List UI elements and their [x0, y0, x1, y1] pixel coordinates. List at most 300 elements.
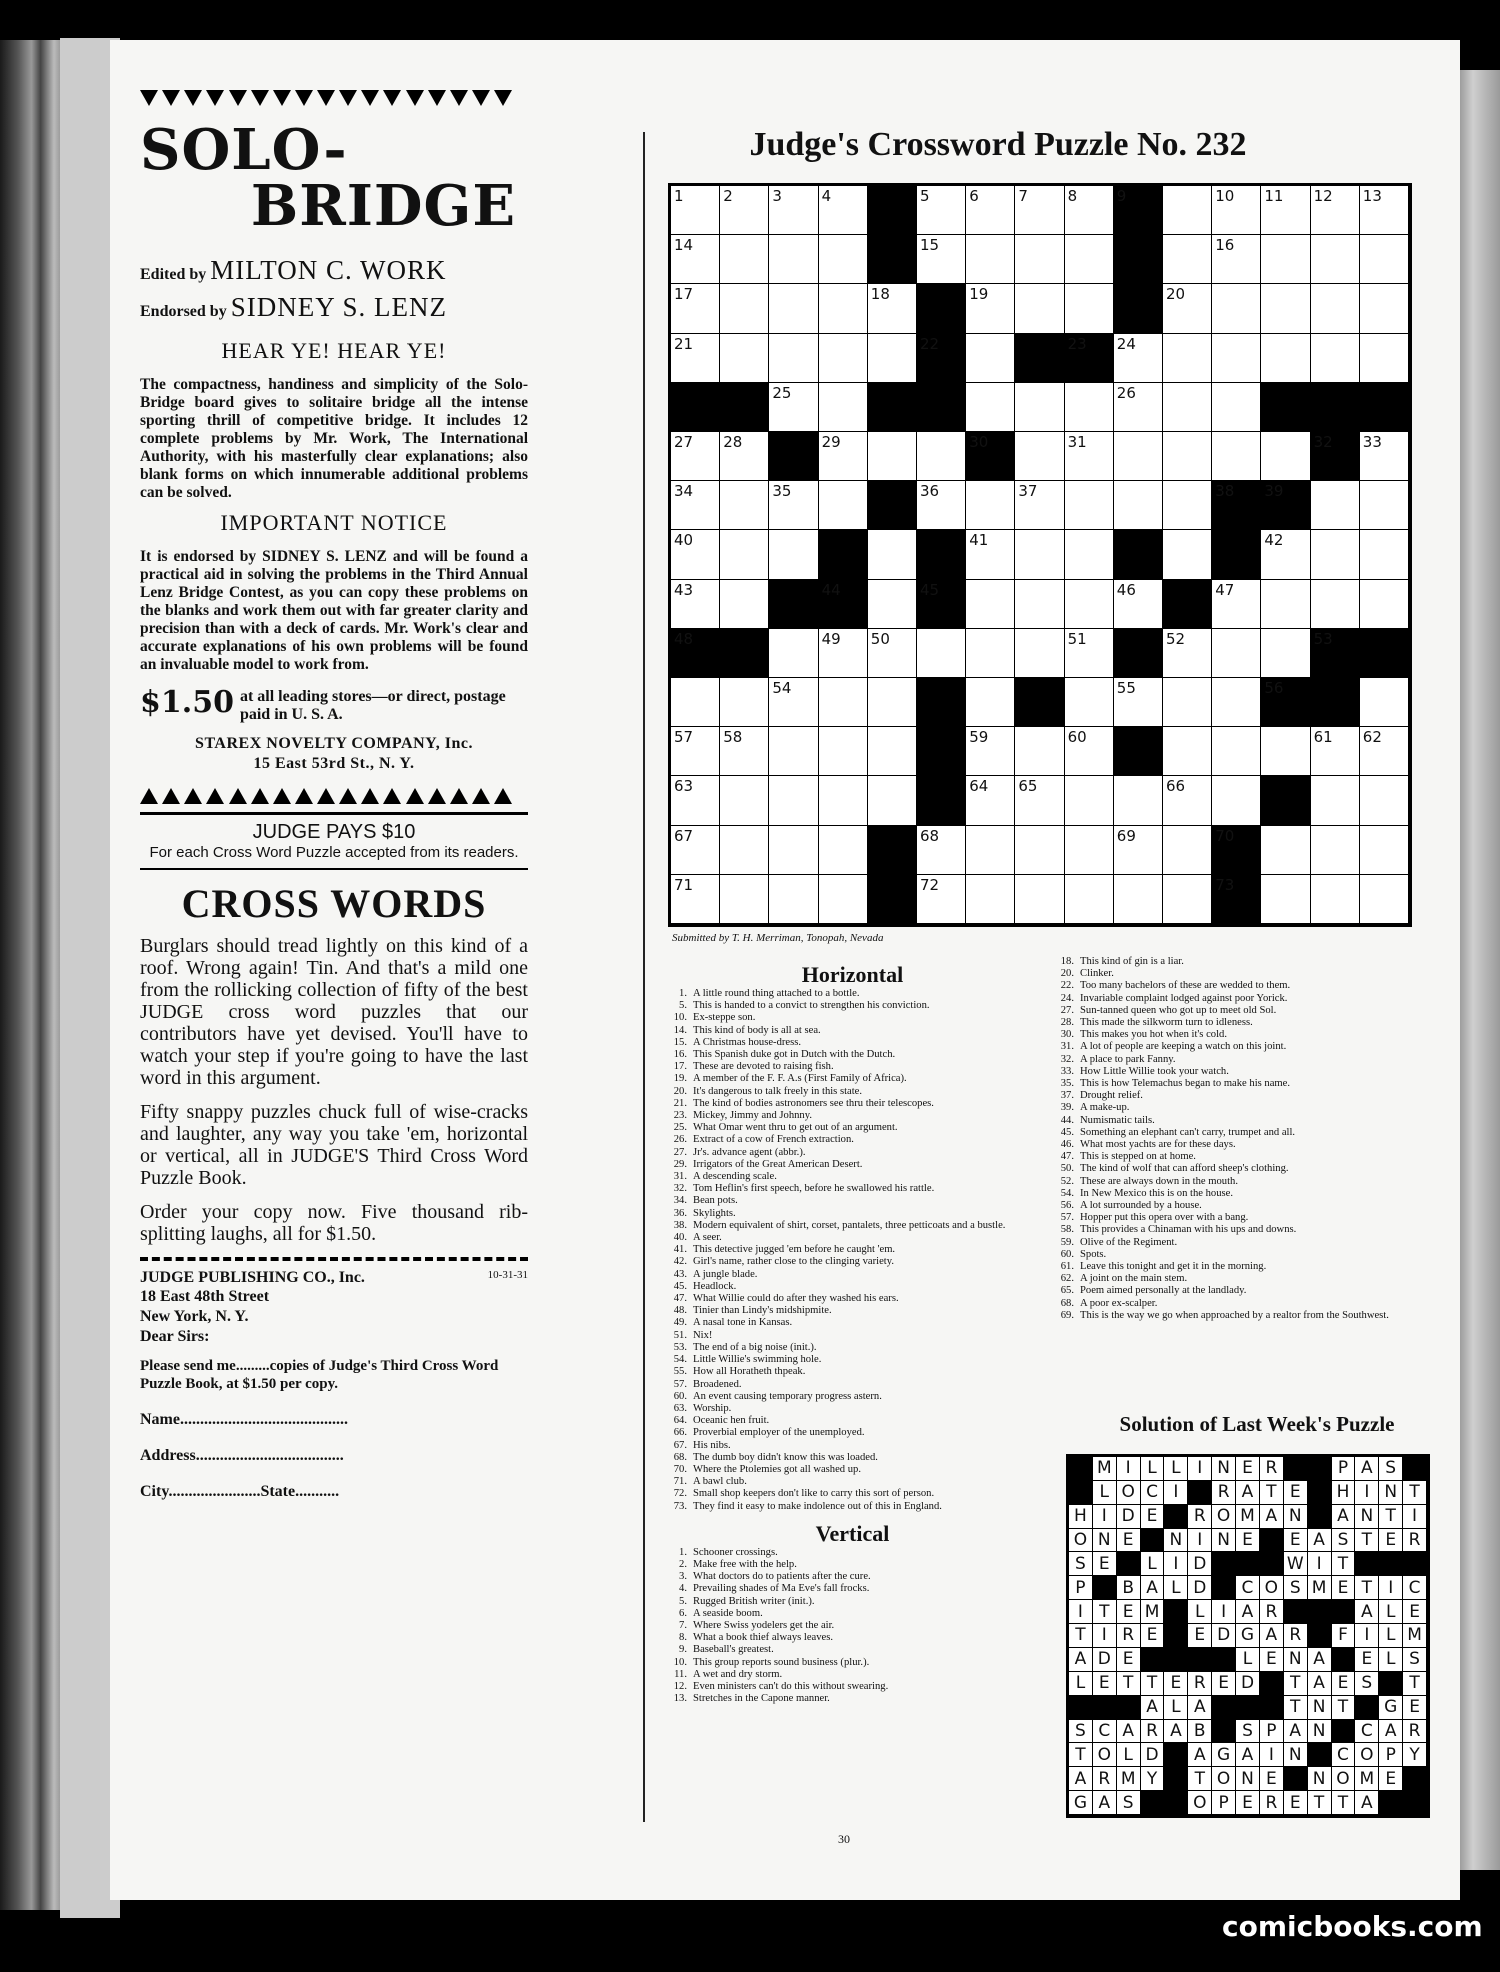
crossword-cell[interactable]: [1360, 530, 1409, 579]
crossword-cell[interactable]: [966, 826, 1015, 875]
crossword-cell[interactable]: [1261, 580, 1310, 629]
clue-item: [665, 1632, 1040, 1644]
solution-letter: A: [1236, 1743, 1260, 1767]
crossword-cell[interactable]: [1360, 727, 1409, 776]
crossword-cell[interactable]: [1015, 432, 1064, 481]
solution-letter: S: [1236, 1720, 1260, 1744]
crossword-cell[interactable]: [720, 530, 769, 579]
crossword-cell[interactable]: [1311, 776, 1360, 825]
crossword-cell[interactable]: [671, 530, 720, 579]
crossword-cell[interactable]: [966, 186, 1015, 235]
crossword-cell[interactable]: [1261, 186, 1310, 235]
clue-item: [1052, 980, 1442, 992]
crossword-cell[interactable]: [1015, 580, 1064, 629]
crossword-cell[interactable]: [671, 284, 720, 333]
clue-text: A jungle blade.: [693, 1268, 758, 1280]
clue-text: Even ministers can't do this without swearing.: [693, 1680, 889, 1692]
triangle-ornament: [273, 788, 291, 804]
crossword-cell[interactable]: [966, 284, 1015, 333]
crossword-cell[interactable]: [1114, 776, 1163, 825]
clue-number: 52.: [1060, 1175, 1074, 1187]
crossword-cell[interactable]: [1360, 580, 1409, 629]
crossword-cell[interactable]: [1015, 530, 1064, 579]
crossword-cell[interactable]: [720, 875, 769, 924]
solution-letter: S: [1069, 1720, 1093, 1744]
crossword-cell[interactable]: [1311, 481, 1360, 530]
solution-letter: Y: [1403, 1743, 1427, 1767]
solution-black-square: [1403, 1457, 1427, 1481]
crossword-cell[interactable]: [1311, 186, 1360, 235]
crossword-cell[interactable]: [769, 284, 818, 333]
crossword-cell[interactable]: [1065, 186, 1114, 235]
crossword-cell[interactable]: [1212, 727, 1261, 776]
crossword-cell[interactable]: [1015, 186, 1064, 235]
crossword-cell[interactable]: [1015, 776, 1064, 825]
crossword-cell[interactable]: [819, 678, 868, 727]
crossword-cell[interactable]: [671, 580, 720, 629]
crossword-cell[interactable]: [1065, 580, 1114, 629]
city-state-field[interactable]: City.......................State...........: [140, 1483, 340, 1500]
solution-letter: I: [1093, 1505, 1117, 1529]
solution-grid: [1066, 1454, 1430, 1818]
clue-number: 40.: [673, 1232, 687, 1244]
crossword-cell[interactable]: [1065, 629, 1114, 678]
crossword-cell[interactable]: [966, 235, 1015, 284]
crossword-cell[interactable]: [1311, 826, 1360, 875]
title-line-1: SOLO-: [140, 117, 348, 183]
editor-name: MILTON C. WORK: [210, 255, 447, 285]
solution-letter: T: [1355, 1529, 1379, 1553]
clue-number: 66: [1166, 777, 1186, 796]
crossword-cell[interactable]: [819, 186, 868, 235]
solution-letter: S: [1117, 1791, 1141, 1815]
crossword-cell[interactable]: [819, 727, 868, 776]
solution-letter: A: [1355, 1600, 1379, 1624]
crossword-cell[interactable]: [819, 776, 868, 825]
clue-number: 41.: [673, 1244, 687, 1256]
crossword-cell[interactable]: [1261, 284, 1310, 333]
black-square: [1114, 530, 1163, 579]
crossword-cell[interactable]: [1212, 383, 1261, 432]
solution-letter: L: [1117, 1743, 1141, 1767]
address-field[interactable]: Address.....................................: [140, 1447, 344, 1464]
crossword-cell[interactable]: [720, 186, 769, 235]
judge-pays-heading: JUDGE PAYS $10: [252, 821, 416, 843]
crossword-cell[interactable]: [1311, 875, 1360, 924]
crossword-cell[interactable]: [1360, 826, 1409, 875]
crossword-cell[interactable]: [1360, 678, 1409, 727]
crossword-cell[interactable]: [1360, 875, 1409, 924]
crossword-cell[interactable]: [966, 481, 1015, 530]
crossword-cell[interactable]: [819, 383, 868, 432]
crossword-cell[interactable]: [769, 481, 818, 530]
crossword-cell[interactable]: [819, 334, 868, 383]
clue-text: This is how Telemachus began to make his name.: [1080, 1078, 1291, 1090]
crossword-cell[interactable]: [1212, 235, 1261, 284]
clue-item: [1052, 1176, 1442, 1188]
crossword-cell[interactable]: [966, 629, 1015, 678]
crossword-cell[interactable]: [1212, 432, 1261, 481]
black-square: [1311, 678, 1360, 727]
crossword-cell[interactable]: [1163, 530, 1212, 579]
crossword-cell[interactable]: [769, 334, 818, 383]
judge-pays-subtext: For each Cross Word Puzzle accepted from its readers.: [149, 844, 519, 861]
solo-bridge-title: [140, 117, 528, 239]
crossword-cell[interactable]: [966, 875, 1015, 924]
solution-letter: E: [1284, 1529, 1308, 1553]
crossword-cell[interactable]: [1163, 776, 1212, 825]
solution-letter: R: [1141, 1720, 1165, 1744]
clue-number: 61: [1313, 728, 1333, 747]
solution-letter: A: [1308, 1529, 1332, 1553]
crossword-cell[interactable]: [769, 530, 818, 579]
clue-number: 65: [1018, 777, 1038, 796]
solution-letter: I: [1308, 1552, 1332, 1576]
crossword-cell[interactable]: [966, 383, 1015, 432]
crossword-cell[interactable]: [720, 727, 769, 776]
crossword-cell[interactable]: [1360, 481, 1409, 530]
clue-text: A poor ex-scalper.: [1080, 1297, 1158, 1309]
crossword-cell[interactable]: [1114, 432, 1163, 481]
solution-letter: L: [1379, 1648, 1403, 1672]
crossword-cell[interactable]: [966, 678, 1015, 727]
crossword-cell[interactable]: [1065, 432, 1114, 481]
crossword-cell[interactable]: [1360, 334, 1409, 383]
black-square: [868, 826, 917, 875]
clue-item: [665, 1330, 1040, 1342]
solution-letter: B: [1188, 1720, 1212, 1744]
crossword-cell[interactable]: [769, 678, 818, 727]
crossword-cell[interactable]: [1311, 284, 1360, 333]
crossword-cell[interactable]: [1114, 875, 1163, 924]
crossword-cell[interactable]: [1360, 235, 1409, 284]
crossword-cell[interactable]: [671, 481, 720, 530]
crossword-cell[interactable]: [1261, 826, 1310, 875]
solution-letter: I: [1188, 1457, 1212, 1481]
clue-number: 6: [969, 187, 979, 205]
crossword-cell[interactable]: [720, 776, 769, 825]
black-square: [917, 383, 966, 432]
crossword-cell[interactable]: [819, 826, 868, 875]
clue-item: [1052, 1212, 1442, 1224]
crossword-cell[interactable]: [1163, 826, 1212, 875]
crossword-cell[interactable]: [1114, 678, 1163, 727]
puzzle-submitter: Submitted by T. H. Merriman, Tonopah, Nevada: [672, 932, 884, 944]
right-page-edge: [1455, 70, 1500, 1870]
clue-item: [665, 1269, 1040, 1281]
clue-number: 16.: [673, 1049, 687, 1061]
crossword-cell[interactable]: [1015, 727, 1064, 776]
crossword-cell[interactable]: [1163, 186, 1212, 235]
clue-number: 73.: [673, 1500, 687, 1512]
clue-text: They find it easy to make indolence out of this in England.: [693, 1500, 942, 1512]
crossword-cell[interactable]: [1212, 678, 1261, 727]
crossword-cell[interactable]: [1065, 530, 1114, 579]
name-field[interactable]: Name..........................................: [140, 1411, 348, 1428]
crossword-cell[interactable]: [720, 580, 769, 629]
crossword-cell[interactable]: [868, 284, 917, 333]
solution-black-square: [1069, 1457, 1093, 1481]
solution-black-square: [1284, 1600, 1308, 1624]
crossword-cell[interactable]: [1261, 530, 1310, 579]
clue-number: 26: [1116, 383, 1136, 402]
solution-letter: S: [1284, 1576, 1308, 1600]
crossword-cell[interactable]: [671, 678, 720, 727]
triangle-ornament: [383, 90, 401, 106]
crossword-cell[interactable]: [1163, 334, 1212, 383]
crossword-cell[interactable]: [1360, 186, 1409, 235]
solution-letter: N: [1236, 1767, 1260, 1791]
clue-text: Modern equivalent of shirt, corset, pantalets, three petticoats and a bustle.: [693, 1219, 1006, 1231]
crossword-cell[interactable]: [1163, 235, 1212, 284]
crossword-cell[interactable]: [1065, 235, 1114, 284]
clue-text: This made the silkworm turn to idleness.: [1080, 1017, 1253, 1029]
crossword-cell[interactable]: [1311, 334, 1360, 383]
clue-text: Prevailing shades of Ma Eve's fall frocks.: [693, 1583, 870, 1595]
clue-number: 32.: [673, 1183, 687, 1195]
clue-item: [665, 1379, 1040, 1391]
crossword-cell[interactable]: [1114, 383, 1163, 432]
clue-number: 56: [1264, 679, 1284, 697]
crossword-cell[interactable]: [671, 875, 720, 924]
crossword-cell[interactable]: [1065, 284, 1114, 333]
solution-letter: A: [1308, 1672, 1332, 1696]
triangle-ornament: [472, 90, 490, 106]
crossword-cell[interactable]: [819, 284, 868, 333]
clue-item: [665, 1037, 1040, 1049]
crossword-cell[interactable]: [769, 776, 818, 825]
crossword-cell[interactable]: [769, 826, 818, 875]
crossword-cell[interactable]: [1212, 334, 1261, 383]
crossword-cell[interactable]: [769, 875, 818, 924]
crossword-cell[interactable]: [1212, 776, 1261, 825]
crossword-cell[interactable]: [720, 334, 769, 383]
crossword-cell[interactable]: [868, 580, 917, 629]
crossword-cell[interactable]: [868, 776, 917, 825]
crossword-cell[interactable]: [819, 875, 868, 924]
crossword-cell[interactable]: [1212, 186, 1261, 235]
crossword-cell[interactable]: [671, 334, 720, 383]
crossword-cell[interactable]: [917, 235, 966, 284]
crossword-cell[interactable]: [1065, 678, 1114, 727]
clue-number: 19: [969, 285, 989, 304]
crossword-cell[interactable]: [1065, 727, 1114, 776]
crossword-cell[interactable]: [819, 481, 868, 530]
crossword-cell[interactable]: [720, 432, 769, 481]
crossword-cell[interactable]: [671, 235, 720, 284]
crossword-cell[interactable]: [1065, 776, 1114, 825]
price-text: at all leading stores—or direct, postage paid in U. S. A.: [239, 688, 506, 723]
crossword-cell[interactable]: [720, 284, 769, 333]
crossword-cell[interactable]: [720, 481, 769, 530]
crossword-cell[interactable]: [720, 826, 769, 875]
solution-letter: R: [1093, 1767, 1117, 1791]
solution-letter: D: [1117, 1505, 1141, 1529]
solution-letter: S: [1332, 1529, 1356, 1553]
crossword-cell[interactable]: [917, 875, 966, 924]
crossword-cell[interactable]: [966, 334, 1015, 383]
clue-number: 3: [772, 187, 782, 205]
crossword-cell[interactable]: [868, 432, 917, 481]
crossword-cell[interactable]: [868, 334, 917, 383]
black-square: [769, 432, 818, 481]
crossword-cell[interactable]: [769, 235, 818, 284]
solution-letter: A: [1236, 1481, 1260, 1505]
clue-number: 7: [1018, 187, 1028, 205]
solution-letter: N: [1284, 1648, 1308, 1672]
solution-black-square: [1403, 1767, 1427, 1791]
clues-column-1: [665, 962, 1040, 1705]
crossword-cell[interactable]: [720, 678, 769, 727]
crossword-cell[interactable]: [769, 727, 818, 776]
crossword-cell[interactable]: [1015, 284, 1064, 333]
crossword-cell[interactable]: [868, 727, 917, 776]
crossword-cell[interactable]: [917, 826, 966, 875]
crossword-cell[interactable]: [966, 727, 1015, 776]
crossword-cell[interactable]: [720, 235, 769, 284]
clue-item: [665, 1305, 1040, 1317]
crossword-cell[interactable]: [1015, 629, 1064, 678]
crossword-cell[interactable]: [671, 776, 720, 825]
crossword-cell[interactable]: [671, 826, 720, 875]
crossword-cell[interactable]: [769, 383, 818, 432]
crossword-cell[interactable]: [1163, 629, 1212, 678]
solution-letter: T: [1141, 1672, 1165, 1696]
clue-number: 30.: [1060, 1029, 1074, 1041]
crossword-cell[interactable]: [1261, 334, 1310, 383]
crossword-cell[interactable]: [1360, 776, 1409, 825]
crossword-cell[interactable]: [966, 580, 1015, 629]
clue-number: 62.: [1060, 1273, 1074, 1285]
crossword-cell[interactable]: [1065, 383, 1114, 432]
triangle-ornament: [361, 788, 379, 804]
crossword-cell[interactable]: [1015, 235, 1064, 284]
solution-black-square: [1308, 1481, 1332, 1505]
crossword-cell[interactable]: [1311, 727, 1360, 776]
crossword-cell[interactable]: [1261, 727, 1310, 776]
clue-number: 41: [969, 531, 989, 550]
crossword-cell[interactable]: [868, 530, 917, 579]
crossword-cell[interactable]: [1015, 826, 1064, 875]
watermark: comicbooks.com: [1222, 1910, 1483, 1943]
crossword-cell[interactable]: [1015, 875, 1064, 924]
clue-number: 46.: [1060, 1139, 1074, 1151]
crossword-cell[interactable]: [1311, 235, 1360, 284]
solution-black-square: [1212, 1720, 1236, 1744]
clue-number: 50: [870, 629, 890, 648]
black-square: [1114, 629, 1163, 678]
crossword-cell[interactable]: [1065, 875, 1114, 924]
crossword-grid[interactable]: [668, 183, 1412, 927]
clue-item: [1052, 956, 1442, 968]
crossword-cell[interactable]: [966, 776, 1015, 825]
crossword-cell[interactable]: [1065, 481, 1114, 530]
crossword-cell[interactable]: [1114, 580, 1163, 629]
crossword-cell[interactable]: [671, 432, 720, 481]
clue-number: 69.: [1060, 1309, 1074, 1321]
crossword-cell[interactable]: [1065, 826, 1114, 875]
black-square: [1311, 432, 1360, 481]
crossword-cell[interactable]: [1261, 629, 1310, 678]
crossword-cell[interactable]: [917, 629, 966, 678]
crossword-cell[interactable]: [917, 432, 966, 481]
crossword-cell[interactable]: [1360, 432, 1409, 481]
crossword-cell[interactable]: [1311, 530, 1360, 579]
clue-text: What Willie could do after they washed his ears.: [693, 1293, 899, 1305]
crossword-cell[interactable]: [1163, 284, 1212, 333]
crossword-cell[interactable]: [1114, 334, 1163, 383]
clue-number: 2: [723, 187, 733, 205]
crossword-cell[interactable]: [1261, 432, 1310, 481]
clue-item: [1052, 1090, 1442, 1102]
crossword-cell[interactable]: [917, 186, 966, 235]
crossword-cell[interactable]: [917, 481, 966, 530]
crossword-cell[interactable]: [819, 235, 868, 284]
clue-text: Mickey, Jimmy and Johnny.: [693, 1110, 812, 1122]
clue-number: 49: [821, 629, 841, 648]
crossword-cell[interactable]: [1163, 678, 1212, 727]
solution-letter: G: [1236, 1624, 1260, 1648]
crossword-cell[interactable]: [819, 629, 868, 678]
crossword-cell[interactable]: [1163, 383, 1212, 432]
crossword-cell[interactable]: [1163, 481, 1212, 530]
clue-text: This is stepped on at home.: [1080, 1151, 1196, 1163]
solution-black-square: [1236, 1552, 1260, 1576]
solution-letter: O: [1212, 1505, 1236, 1529]
solution-letter: P: [1212, 1791, 1236, 1815]
crossword-cell[interactable]: [868, 629, 917, 678]
solution-letter: A: [1117, 1720, 1141, 1744]
crossword-cell[interactable]: [671, 186, 720, 235]
crossword-cell[interactable]: [966, 530, 1015, 579]
clue-number: 73: [1215, 875, 1235, 894]
crossword-cell[interactable]: [1015, 383, 1064, 432]
crossword-cell[interactable]: [1163, 432, 1212, 481]
clue-item: [665, 1620, 1040, 1632]
crossword-cell[interactable]: [1212, 629, 1261, 678]
crossword-cell[interactable]: [1212, 580, 1261, 629]
crossword-cell[interactable]: [1360, 284, 1409, 333]
solution-letter: E: [1403, 1696, 1427, 1720]
clue-text: This kind of gin is a liar.: [1080, 956, 1184, 967]
clue-text: Sun-tanned queen who got up to meet old Sol.: [1080, 1004, 1277, 1016]
crossword-cell[interactable]: [1163, 875, 1212, 924]
crossword-cell[interactable]: [1212, 284, 1261, 333]
crossword-cell[interactable]: [819, 432, 868, 481]
solution-letter: N: [1308, 1720, 1332, 1744]
clue-text: A make-up.: [1080, 1102, 1130, 1114]
crossword-cell[interactable]: [1015, 481, 1064, 530]
clue-text: A lot of people are keeping a watch on this joint.: [1080, 1041, 1287, 1053]
solution-letter: L: [1164, 1696, 1188, 1720]
crossword-cell[interactable]: [1114, 481, 1163, 530]
crossword-cell[interactable]: [1311, 580, 1360, 629]
crossword-cell[interactable]: [1163, 727, 1212, 776]
crossword-cell[interactable]: [671, 727, 720, 776]
crossword-cell[interactable]: [1114, 826, 1163, 875]
clue-item: [665, 1644, 1040, 1656]
crossword-cell[interactable]: [1261, 235, 1310, 284]
black-square: [720, 629, 769, 678]
triangle-ornament: [162, 90, 180, 106]
crossword-cell[interactable]: [1261, 875, 1310, 924]
clue-text: This makes you hot when it's cold.: [1080, 1029, 1227, 1041]
clue-item: [1052, 1163, 1442, 1175]
clue-number: 67: [674, 826, 694, 845]
crossword-cell[interactable]: [868, 678, 917, 727]
crossword-cell[interactable]: [769, 186, 818, 235]
crossword-cell[interactable]: [769, 629, 818, 678]
